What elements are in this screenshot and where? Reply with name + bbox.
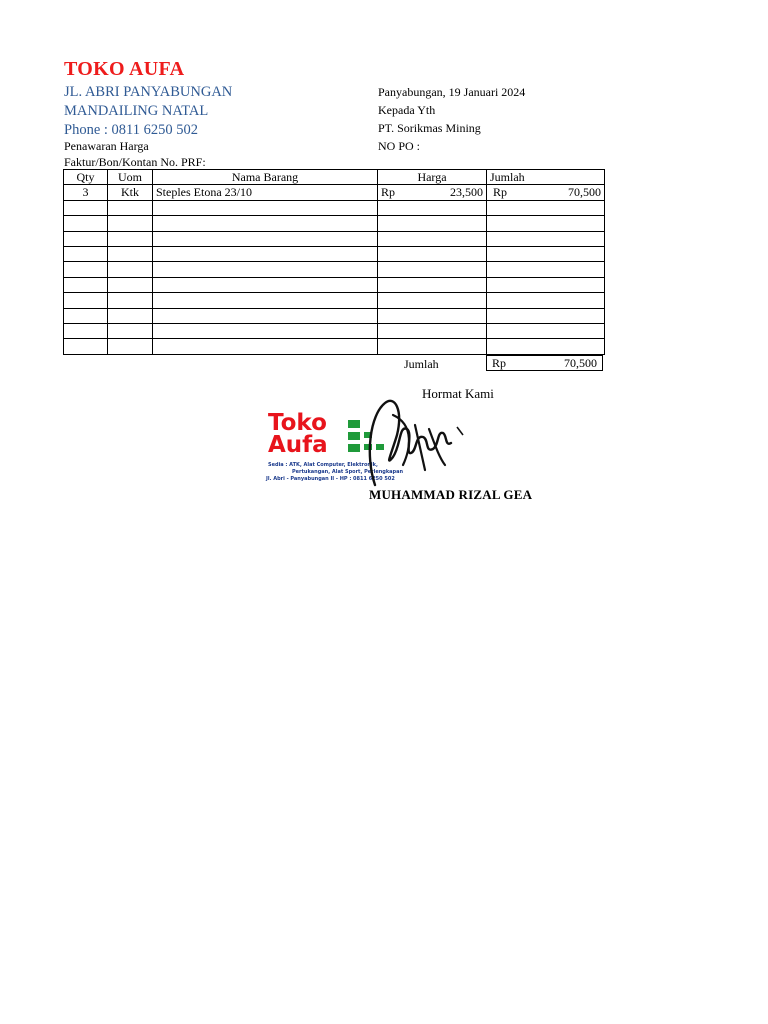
table-cell — [153, 246, 378, 261]
total-currency: Rp — [492, 355, 507, 370]
cell-item-name: Steples Etona 23/10 — [153, 185, 378, 200]
header-price: Harga — [378, 170, 487, 185]
stamp-small-line3: Jl. Abri - Panyabungan II - HP : 0811 6250 502 — [266, 476, 395, 482]
table-cell — [64, 231, 108, 246]
header-amount: Jumlah — [487, 170, 605, 185]
cell-qty: 3 — [64, 185, 108, 200]
table-cell — [487, 339, 605, 354]
table-row — [64, 231, 605, 246]
signer-name: MUHAMMAD RIZAL GEA — [369, 487, 533, 502]
table-row — [64, 246, 605, 261]
header-qty: Qty — [64, 170, 108, 185]
table-header-row — [64, 170, 605, 185]
recipient-label: Kepada Yth — [378, 103, 436, 117]
table-row — [64, 185, 605, 200]
table-cell — [153, 200, 378, 215]
table-cell — [64, 293, 108, 308]
table-cell — [64, 277, 108, 292]
table-cell — [487, 262, 605, 277]
table-cell — [378, 246, 487, 261]
items-table — [63, 169, 605, 355]
table-row — [64, 277, 605, 292]
table-cell — [108, 308, 153, 323]
table-row — [64, 323, 605, 338]
table-row — [64, 200, 605, 215]
recipient-name: PT. Sorikmas Mining — [378, 121, 481, 135]
total-box — [486, 355, 603, 371]
table-cell — [487, 323, 605, 338]
table-cell — [108, 262, 153, 277]
table-cell — [487, 200, 605, 215]
table-row — [64, 308, 605, 323]
table-cell — [64, 216, 108, 231]
table-cell — [108, 231, 153, 246]
shop-phone: Phone : 0811 6250 502 — [64, 122, 198, 138]
table-cell — [108, 246, 153, 261]
table-row — [64, 293, 605, 308]
table-cell — [378, 293, 487, 308]
table-cell — [153, 339, 378, 354]
table-cell — [378, 308, 487, 323]
table-cell — [64, 246, 108, 261]
table-cell — [64, 323, 108, 338]
table-cell — [153, 293, 378, 308]
table-cell — [378, 277, 487, 292]
table-cell — [378, 323, 487, 338]
shop-address-line1: JL. ABRI PANYABUNGAN — [64, 84, 233, 100]
header-item-name: Nama Barang — [153, 170, 378, 185]
cell-price — [378, 185, 487, 200]
table-cell — [108, 323, 153, 338]
table-cell — [108, 277, 153, 292]
cell-uom: Ktk — [108, 185, 153, 200]
table-cell — [108, 339, 153, 354]
table-cell — [487, 246, 605, 261]
table-cell — [487, 216, 605, 231]
table-cell — [487, 277, 605, 292]
table-cell — [487, 293, 605, 308]
table-cell — [378, 216, 487, 231]
invoice-number-label: Faktur/Bon/Kontan No. PRF: — [64, 155, 206, 169]
table-cell — [153, 231, 378, 246]
amount-currency: Rp — [493, 185, 508, 200]
price-value: 23,500 — [450, 185, 483, 200]
table-cell — [487, 231, 605, 246]
table-cell — [64, 262, 108, 277]
signature-icon — [355, 395, 470, 490]
cell-amount — [487, 185, 605, 200]
closing-greeting: Hormat Kami — [422, 386, 494, 401]
table-cell — [108, 293, 153, 308]
table-cell — [153, 216, 378, 231]
table-cell — [378, 231, 487, 246]
stamp-small-line2: Pertukangan, Alat Sport, Perlengkapan — [292, 469, 404, 475]
table-cell — [487, 308, 605, 323]
table-cell — [378, 200, 487, 215]
table-row — [64, 262, 605, 277]
table-cell — [108, 216, 153, 231]
table-cell — [64, 308, 108, 323]
table-cell — [153, 308, 378, 323]
table-cell — [153, 262, 378, 277]
table-cell — [153, 277, 378, 292]
header-uom: Uom — [108, 170, 153, 185]
table-cell — [378, 262, 487, 277]
table-row — [64, 216, 605, 231]
document-date: Panyabungan, 19 Januari 2024 — [378, 85, 526, 99]
table-cell — [153, 323, 378, 338]
stamp-line1: Toko — [268, 410, 327, 436]
stamp-line2: Aufa — [268, 432, 328, 458]
table-cell — [378, 339, 487, 354]
shop-name: TOKO AUFA — [64, 58, 185, 80]
shop-address-line2: MANDAILING NATAL — [64, 103, 209, 119]
table-cell — [108, 200, 153, 215]
amount-value: 70,500 — [568, 185, 601, 200]
table-cell — [64, 339, 108, 354]
table-row — [64, 339, 605, 354]
po-number-label: NO PO : — [378, 139, 421, 153]
price-currency: Rp — [381, 185, 396, 200]
table-cell — [64, 200, 108, 215]
document-type: Penawaran Harga — [64, 139, 149, 153]
total-label: Jumlah — [404, 357, 439, 371]
total-value: 70,500 — [564, 355, 597, 370]
stamp-small-line1: Sedia : ATK, Alat Computer, Elektronik, — [268, 462, 378, 468]
